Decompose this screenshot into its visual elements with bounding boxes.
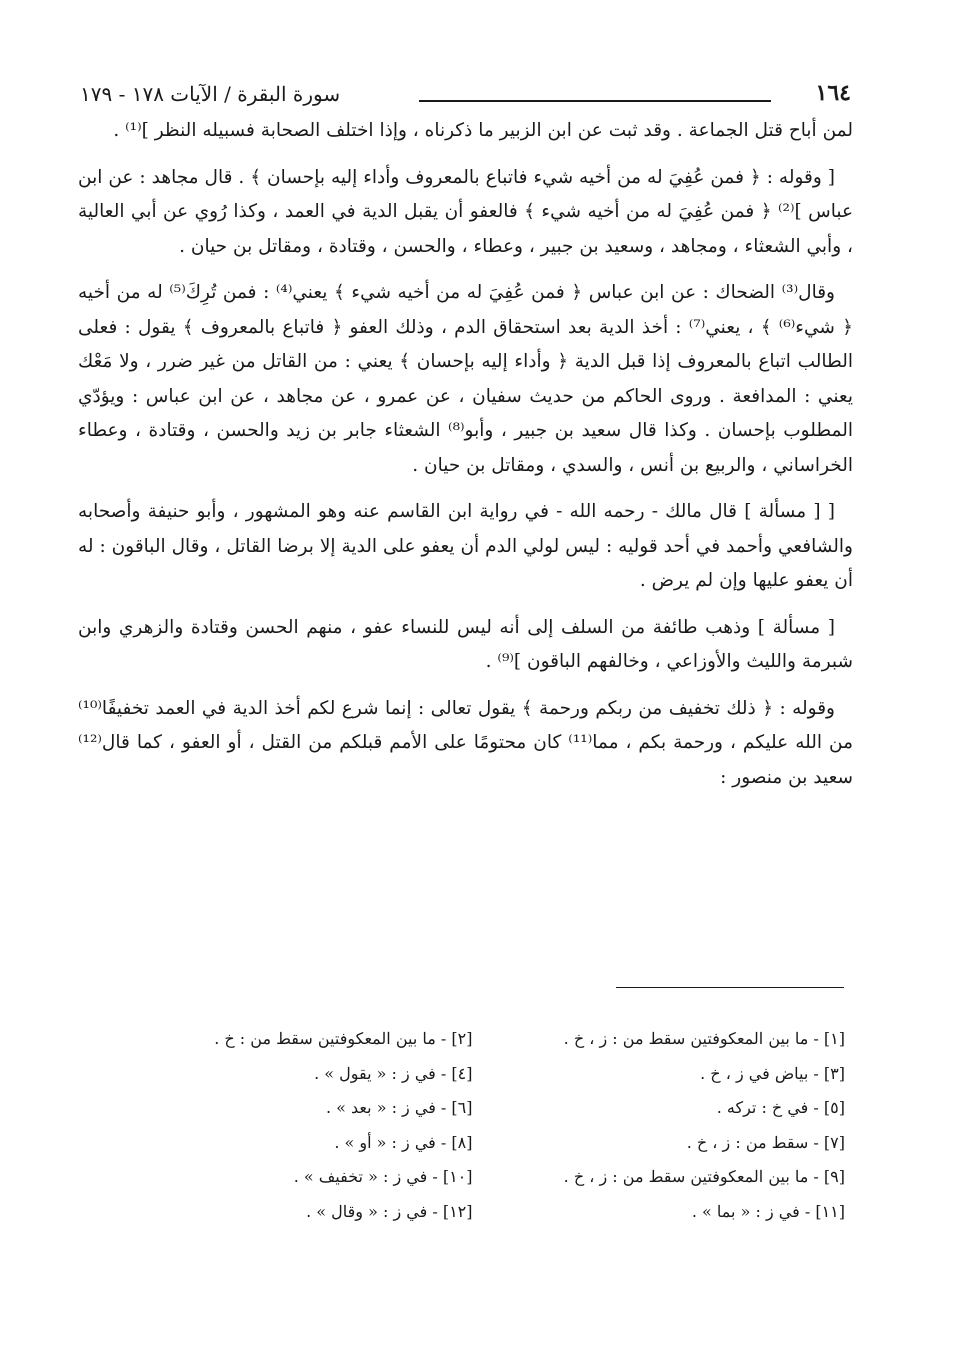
footnote: [٥] - في خ : تركه . — [716, 1098, 845, 1117]
footnote: [٣] - بياض في ز ، خ . — [700, 1063, 845, 1083]
footnote-rule — [616, 987, 844, 988]
footnote: [١] - ما بين المعكوفتين سقط من : ز ، خ . — [563, 1029, 845, 1048]
paragraph: وقوله : ﴿ ذلك تخفيف من ربكم ورحمة ﴾ يقول تعالى : إنما شرع لكم أخذ الدية في العمد تخفيفًا⁽¹⁰⁾ من الله عليكم ، ورحمة بكم ، مما⁽¹¹⁾ كان محتومًا على الأمم قبلكم من القتل ، أو العفو ، كما قال⁽¹²⁾ سعيد بن منصور : — [78, 697, 853, 788]
footnote-row — [100, 1091, 845, 1126]
footnote: [٢] - ما بين المعكوفتين سقط من : خ . — [214, 1029, 473, 1048]
body-text — [78, 114, 853, 795]
footnote-row — [100, 1022, 845, 1057]
paragraph: [ [ مسألة ] قال مالك - رحمه الله - في رواية ابن القاسم عنه وهو المشهور ، وأبو حنيفة وأصحابه والشافعي وأحمد في أحد قوليه : ليس لولي الدم أن يعفو على الدية إلا برضا القاتل ، وقال الباقون : له أن يعفو عليها وإن لم يرض . — [78, 501, 853, 591]
footnotes — [100, 1022, 845, 1229]
page-header — [78, 78, 853, 114]
footnote-row — [100, 1126, 845, 1161]
paragraph: لمن أباح قتل الجماعة . وقد ثبت عن ابن الزبير ما ذكرناه ، وإذا اختلف الصحابة فسبيله النظر ]⁽¹⁾ . — [113, 120, 853, 141]
footnote-row — [100, 1057, 845, 1092]
footnote-row — [100, 1195, 845, 1230]
footnote: [١١] - في ز : « بما » . — [691, 1201, 845, 1221]
footnote: [١٢] - في ز : « وقال » . — [306, 1201, 473, 1221]
page-number: ١٦٤ — [815, 80, 851, 106]
footnote: [١٠] - في ز : « تخفيف » . — [293, 1167, 473, 1186]
running-title: سورة البقرة / الآيات ١٧٨ - ١٧٩ — [80, 82, 341, 106]
paragraph: [ مسألة ] وذهب طائفة من السلف إلى أنه ليس للنساء عفو ، منهم الحسن وقتادة والزهري وابن شبرمة والليث والأوزاعي ، وخالفهم الباقون ]⁽⁹⁾ . — [78, 616, 853, 672]
footnote: [٨] - في ز : « أو » . — [334, 1132, 473, 1152]
footnote: [٩] - ما بين المعكوفتين سقط من : ز ، خ . — [563, 1167, 845, 1186]
footnote-row — [100, 1160, 845, 1195]
footnote: [٧] - سقط من : ز ، خ . — [686, 1132, 845, 1152]
page — [78, 78, 853, 795]
paragraph: وقال⁽³⁾ الضحاك : عن ابن عباس ﴿ فمن عُفِيَ له من أخيه شيء ﴾ يعني⁽⁴⁾ : فمن تُرِكَ⁽⁵⁾ له من أخيه ﴿ شيء⁽⁶⁾ ﴾ ، يعني⁽⁷⁾ : أخذ الدية بعد استحقاق الدم ، وذلك العفو ﴿ فاتباع بالمعروف ﴾ يقول : فعلى الطالب اتباع بالمعروف إذا قبل الدية ﴿ وأداء إليه بإحسان ﴾ يعني : من القاتل من غير ضرر ، ولا مَعْك يعني : المدافعة . وروى الحاكم من حديث سفيان ، عن عمرو ، عن مجاهد ، عن ابن عباس : ويؤدّي المطلوب بإحسان . وكذا قال سعيد بن جبير ، وأبو⁽⁸⁾ الشعثاء جابر بن زيد والحسن ، وقتادة ، وعطاء الخراساني ، والربيع بن أنس ، والسدي ، ومقاتل بن حيان . — [78, 282, 853, 476]
paragraph: [ وقوله : ﴿ فمن عُفِيَ له من أخيه شيء فاتباع بالمعروف وأداء إليه بإحسان ﴾ . قال مجاهد : عن ابن عباس ]⁽²⁾ ﴿ فمن عُفِيَ له من أخيه شيء ﴾ فالعفو أن يقبل الدية في العمد ، وكذا رُوي عن أبي العالية ، وأبي الشعثاء ، ومجاهد ، وسعيد بن جبير ، وعطاء ، والحسن ، وقتادة ، ومقاتل بن حيان . — [78, 166, 853, 257]
header-rule — [419, 100, 771, 102]
footnote: [٤] - في ز : « يقول » . — [314, 1063, 473, 1083]
footnote: [٦] - في ز : « بعد » . — [325, 1098, 473, 1117]
